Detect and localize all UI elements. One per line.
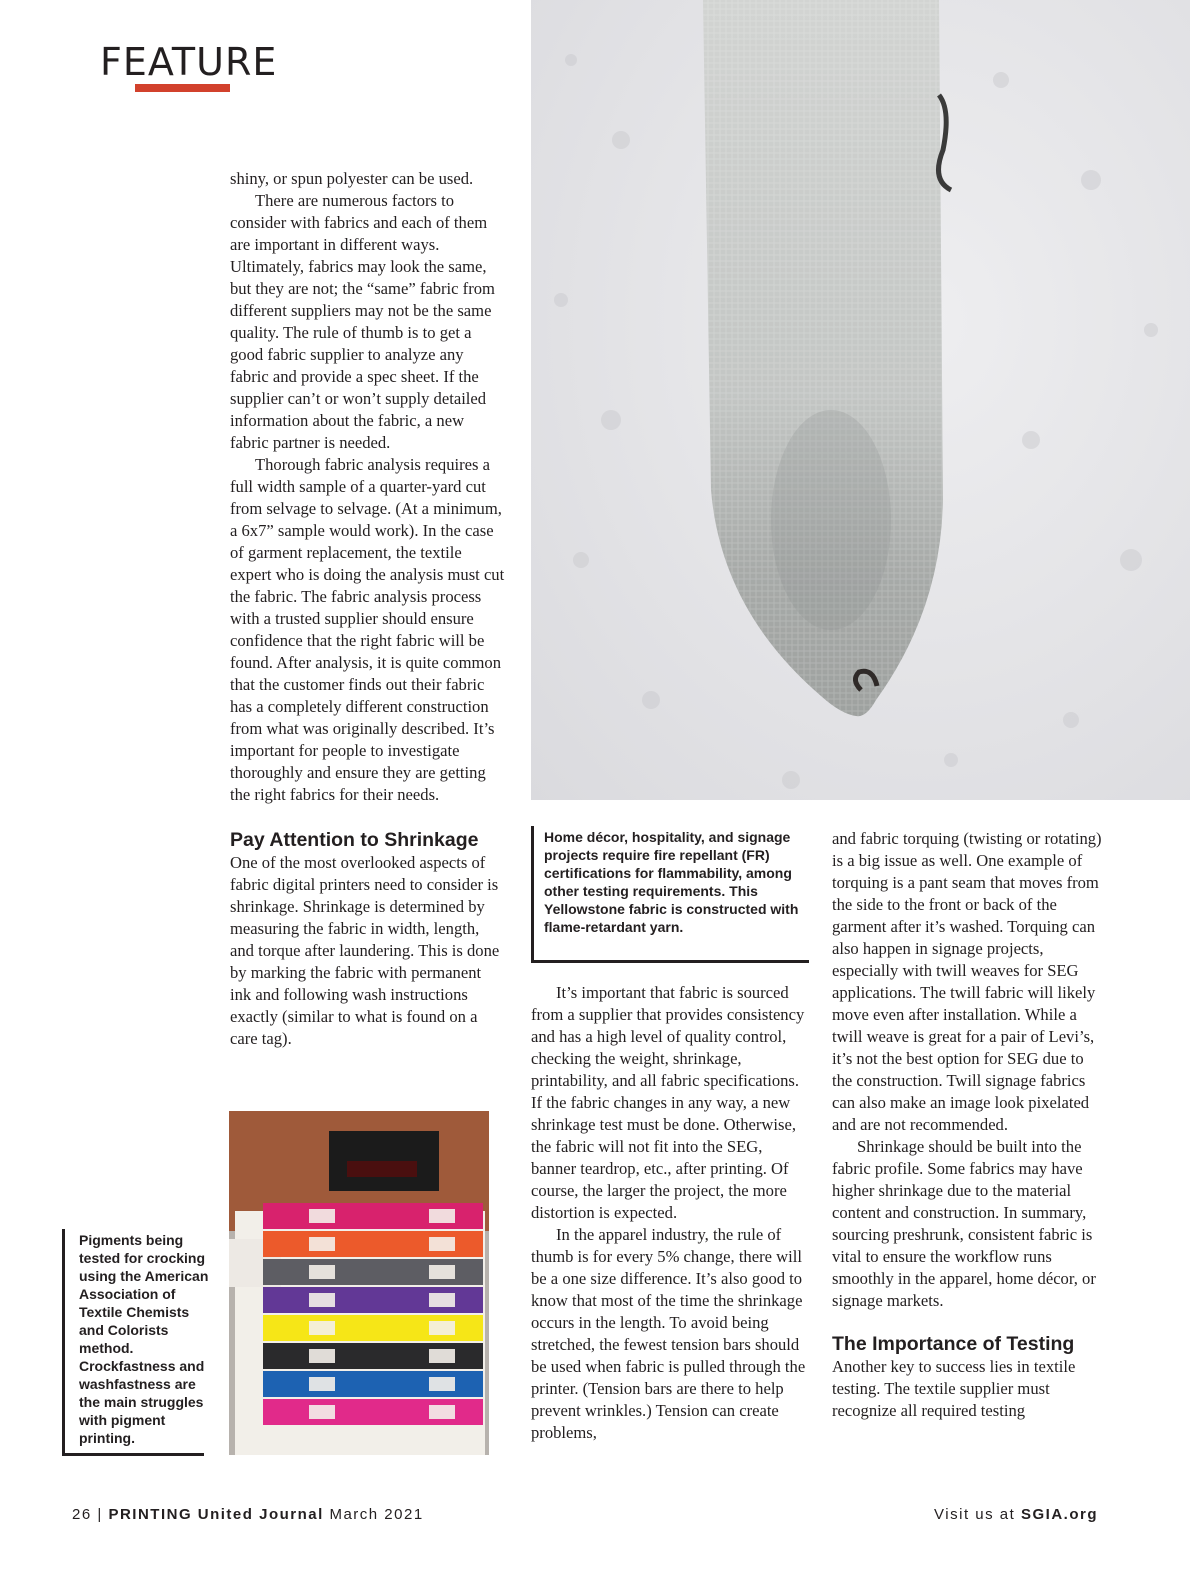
- section-rule: [135, 84, 230, 92]
- page-number: 26: [72, 1506, 92, 1523]
- footer-right: [934, 1506, 1098, 1523]
- issue-date: March 2021: [329, 1506, 424, 1523]
- site-link[interactable]: SGIA.org: [1020, 1506, 1098, 1523]
- col1-paragraph-2: There are numerous factors to consider with fabrics and each of them are important in different ways. Ultimately, fabrics may look the same, but they are not; the “same” fabric from different suppliers may not be the same quality. The rule of thumb is to get a good fabric supplier to analyze any fabric and provide a spec sheet. If the supplier can’t or won’t supply detailed information about the fabric, a new fabric partner is needed.: [230, 191, 495, 452]
- col3-paragraph-2: Shrinkage should be built into the fabric profile. Some fabrics may have higher shrinkage due to the material content and construction. In summary, sourcing preshrunk, consistent fabric is vital to ensure the workflow runs smoothly in the apparel, home décor, or signage markets.: [832, 1137, 1096, 1310]
- col1-paragraph-4: One of the most overlooked aspects of fabric digital printers need to consider is shrinkage. Shrinkage is determined by measuring the fabric in width, length, and torque after laundering. This is done by marking the fabric with permanent ink and following wash instructions exactly (similar to what is found on a care tag).: [230, 853, 500, 1048]
- column-2: [531, 982, 807, 1444]
- col2-paragraph-1: It’s important that fabric is sourced from a supplier that provides consistency and has a high level of quality control, checking the weight, shrinkage, printability, and all fabric specifications. If the fabric changes in any way, a new shrinkage test must be done. Otherwise, the fabric will not fit into the SEG, banner teardrop, etc., after printing. Of course, the larger the project, the more distortion is expected.: [531, 983, 805, 1222]
- footer-left: [72, 1506, 424, 1523]
- section-label: FEATURE: [100, 40, 278, 84]
- banner-caption-bar: [531, 826, 534, 962]
- testing-heading: The Importance of Testing: [832, 1333, 1075, 1355]
- pigment-caption-rule: [62, 1453, 204, 1456]
- pigment-caption-bar: [62, 1229, 65, 1455]
- col1-paragraph-1: shiny, or spun polyester can be used.: [230, 169, 474, 188]
- publication-name: PRINTING United Journal: [108, 1506, 324, 1523]
- fabric-photo-svg: [531, 0, 1190, 800]
- visit-label: Visit us at: [934, 1506, 1016, 1523]
- col3-paragraph-1: and fabric torquing (twisting or rotating) is a big issue as well. One example of torquing is a pant seam that moves from the side to the front or back of the garment after it’s washed. Torquing can also happen in signage projects, especially with twill weaves for SEG applications. The twill fabric will likely move even after installation. While a twill weave is great for a pair of Levi’s, it’s not the best option for SEG due to the construction. Twill signage fabrics can also make an image look pixelated and are not recommended.: [832, 829, 1102, 1134]
- banner-fabric-photo: [531, 0, 1190, 800]
- column-3: [832, 828, 1108, 1422]
- col1-paragraph-3: Thorough fabric analysis requires a full width sample of a quarter-yard cut from selvage to selvage. (At a minimum, a 6x7” sample would work). In the case of garment replacement, the textile expert who is doing the analysis must cut the fabric. The fabric analysis process with a trusted supplier should ensure confidence that the right fabric will be found. After analysis, it is quite common that the customer finds out their fabric has a completely different construction from what was originally described. It’s important for people to investigate thoroughly and ensure they are getting the right fabrics for their needs.: [230, 455, 505, 804]
- column-1: [230, 168, 505, 1050]
- pigment-caption: Pigments being tested for crocking using the American Association of Textile Chemists and Colorists method. Crockfastness and washfastness are the main struggles with pigment printing.: [79, 1232, 209, 1446]
- shrinkage-heading: Pay Attention to Shrinkage: [230, 829, 479, 851]
- banner-caption: Home décor, hospitality, and signage projects require fire repellant (FR) certifications for flammability, among other testing requirements. This Yellowstone fabric is constructed with flame-retardant yarn.: [544, 829, 799, 935]
- col3-paragraph-3: Another key to success lies in textile testing. The textile supplier must recognize all required testing: [832, 1357, 1076, 1420]
- col2-paragraph-2: In the apparel industry, the rule of thumb is for every 5% change, there will be a one size difference. It’s also good to know that most of the time the shrinkage occurs in the length. To avoid being stretched, the fewest tension bars should be used when fabric is pulled through the printer. (Tension bars are there to help prevent wrinkles.) Tension can create problems,: [531, 1225, 806, 1442]
- banner-caption-rule: [531, 960, 809, 963]
- pigment-photo-svg: [229, 1111, 489, 1455]
- pigment-test-photo: [229, 1111, 489, 1455]
- footer-separator: |: [97, 1506, 103, 1523]
